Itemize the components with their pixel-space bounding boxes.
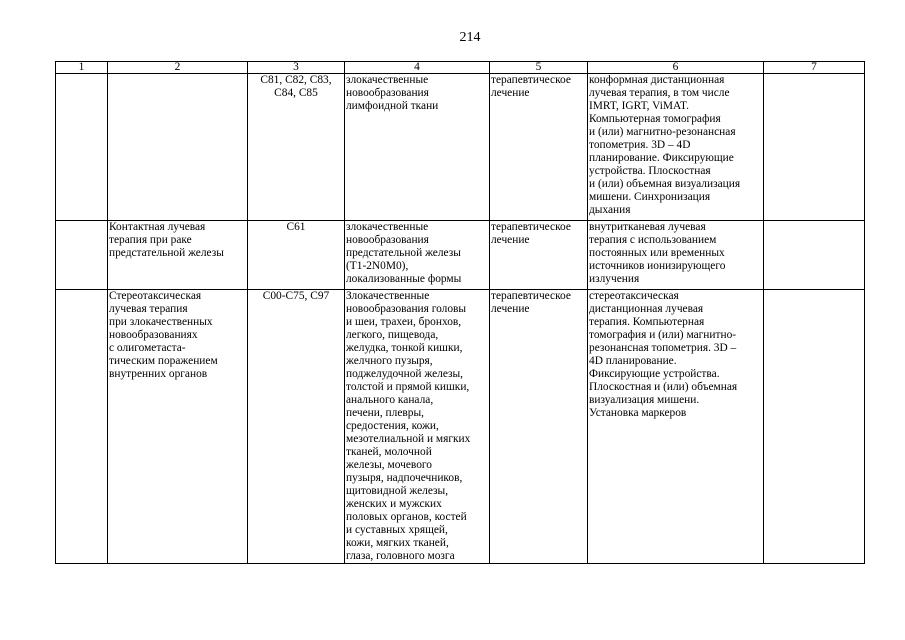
- line: глаза, головного мозга: [346, 550, 455, 562]
- line: лечение: [491, 303, 530, 315]
- cell-col1: [56, 290, 108, 564]
- cell-icd-codes: [248, 74, 345, 221]
- line: Злокачественные: [346, 290, 430, 302]
- column-header: 4: [345, 62, 490, 74]
- line: Установка маркеров: [589, 407, 687, 419]
- line: Стереотаксическая: [109, 290, 202, 302]
- line: Компьютерная томография: [589, 113, 721, 125]
- line: терапия при раке: [109, 234, 192, 246]
- line: Контактная лучевая: [109, 221, 206, 233]
- cell-diagnosis: [345, 74, 490, 221]
- line: томография и (или) магнитно-: [589, 329, 737, 341]
- line: топометрия. 3D – 4D: [589, 139, 691, 151]
- cell-method-name: [108, 221, 248, 290]
- line: с олигометаста-: [109, 342, 186, 354]
- line: терапевтическое: [491, 74, 571, 86]
- line: желудка, тонкой кишки,: [346, 342, 463, 354]
- column-header: 7: [764, 62, 865, 74]
- cell-treatment-type: [490, 74, 588, 221]
- cell-icd-codes: [248, 221, 345, 290]
- line: железы, мочевого: [346, 459, 432, 471]
- line: женских и мужских: [346, 498, 442, 510]
- line: C81, C82, C83,: [260, 74, 332, 86]
- line: половых органов, костей: [346, 511, 467, 523]
- cell-col7: [764, 74, 865, 221]
- cell-treatment-type: [490, 221, 588, 290]
- line: Плоскостная и (или) объемная: [589, 381, 738, 393]
- cell-treatment-method: [588, 290, 764, 564]
- line: резонансная топометрия. 3D –: [589, 342, 737, 354]
- line: предстательной железы: [109, 247, 224, 259]
- table-row: [56, 74, 865, 221]
- line: локализованные формы: [346, 273, 462, 285]
- line: и (или) объемная визуализация: [589, 178, 741, 190]
- line: внутритканевая лучевая: [589, 221, 706, 233]
- line: внутренних органов: [109, 368, 208, 380]
- cell-col1: [56, 221, 108, 290]
- line: новообразованиях: [109, 329, 198, 341]
- line: лечение: [491, 87, 530, 99]
- line: стереотаксическая: [589, 290, 679, 302]
- line: C61: [286, 221, 306, 233]
- line: C00-C75, C97: [262, 290, 330, 302]
- line: и шеи, трахеи, бронхов,: [346, 316, 462, 328]
- line: кожи, мягких тканей,: [346, 537, 449, 549]
- line: средостения, кожи,: [346, 420, 439, 432]
- cell-treatment-method: [588, 221, 764, 290]
- cell-treatment-method: [588, 74, 764, 221]
- line: терапия с использованием: [589, 234, 717, 246]
- header-row: [56, 62, 865, 74]
- line: устройства. Плоскостная: [589, 165, 711, 177]
- line: дыхания: [589, 204, 631, 216]
- line: щитовидной железы,: [346, 485, 449, 497]
- column-header: 1: [56, 62, 108, 74]
- line: новообразования головы: [346, 303, 467, 315]
- line: тканей, молочной: [346, 446, 432, 458]
- line: визуализация мишени.: [589, 394, 700, 406]
- line: планирование. Фиксирующие: [589, 152, 734, 164]
- line: лучевая терапия: [109, 303, 188, 315]
- line: злокачественные: [346, 221, 429, 233]
- line: постоянных или временных: [589, 247, 725, 259]
- line: (T1-2N0M0),: [346, 260, 409, 272]
- procedures-table: [55, 61, 865, 564]
- line: источников ионизирующего: [589, 260, 726, 272]
- line: поджелудочной железы,: [346, 368, 464, 380]
- line: конформная дистанционная: [589, 74, 725, 86]
- cell-icd-codes: [248, 290, 345, 564]
- line: новообразования: [346, 87, 429, 99]
- cell-col7: [764, 290, 865, 564]
- line: терапия. Компьютерная: [589, 316, 705, 328]
- line: дистанционная лучевая: [589, 303, 704, 315]
- line: злокачественные: [346, 74, 429, 86]
- line: C84, C85: [274, 87, 318, 99]
- column-header: 5: [490, 62, 588, 74]
- line: новообразования: [346, 234, 429, 246]
- line: 4D планирование.: [589, 355, 677, 367]
- line: при злокачественных: [109, 316, 213, 328]
- line: толстой и прямой кишки,: [346, 381, 470, 393]
- line: лечение: [491, 234, 530, 246]
- column-header: 3: [248, 62, 345, 74]
- line: лимфоидной ткани: [346, 100, 439, 112]
- column-header: 6: [588, 62, 764, 74]
- line: и суставных хрящей,: [346, 524, 448, 536]
- line: IMRT, IGRT, ViMAT.: [589, 100, 689, 112]
- table-row: [56, 290, 865, 564]
- cell-method-name: [108, 290, 248, 564]
- line: Фиксирующие устройства.: [589, 368, 720, 380]
- page-number: 214: [459, 30, 481, 45]
- line: излучения: [589, 273, 640, 285]
- line: лучевая терапия, в том числе: [589, 87, 730, 99]
- line: предстательной железы: [346, 247, 461, 259]
- cell-diagnosis: [345, 290, 490, 564]
- column-header: 2: [108, 62, 248, 74]
- line: легкого, пищевода,: [346, 329, 439, 341]
- line: и (или) магнитно-резонансная: [589, 126, 736, 138]
- line: анального канала,: [346, 394, 434, 406]
- line: печени, плевры,: [346, 407, 424, 419]
- line: желчного пузыря,: [346, 355, 433, 367]
- line: терапевтическое: [491, 290, 571, 302]
- cell-treatment-type: [490, 290, 588, 564]
- line: терапевтическое: [491, 221, 571, 233]
- cell-col1: [56, 74, 108, 221]
- line: пузыря, надпочечников,: [346, 472, 463, 484]
- table-row: [56, 221, 865, 290]
- cell-method-name: [108, 74, 248, 221]
- line: тическим поражением: [109, 355, 218, 367]
- cell-diagnosis: [345, 221, 490, 290]
- cell-col7: [764, 221, 865, 290]
- line: мишени. Синхронизация: [589, 191, 711, 203]
- line: мезотелиальной и мягких: [346, 433, 471, 445]
